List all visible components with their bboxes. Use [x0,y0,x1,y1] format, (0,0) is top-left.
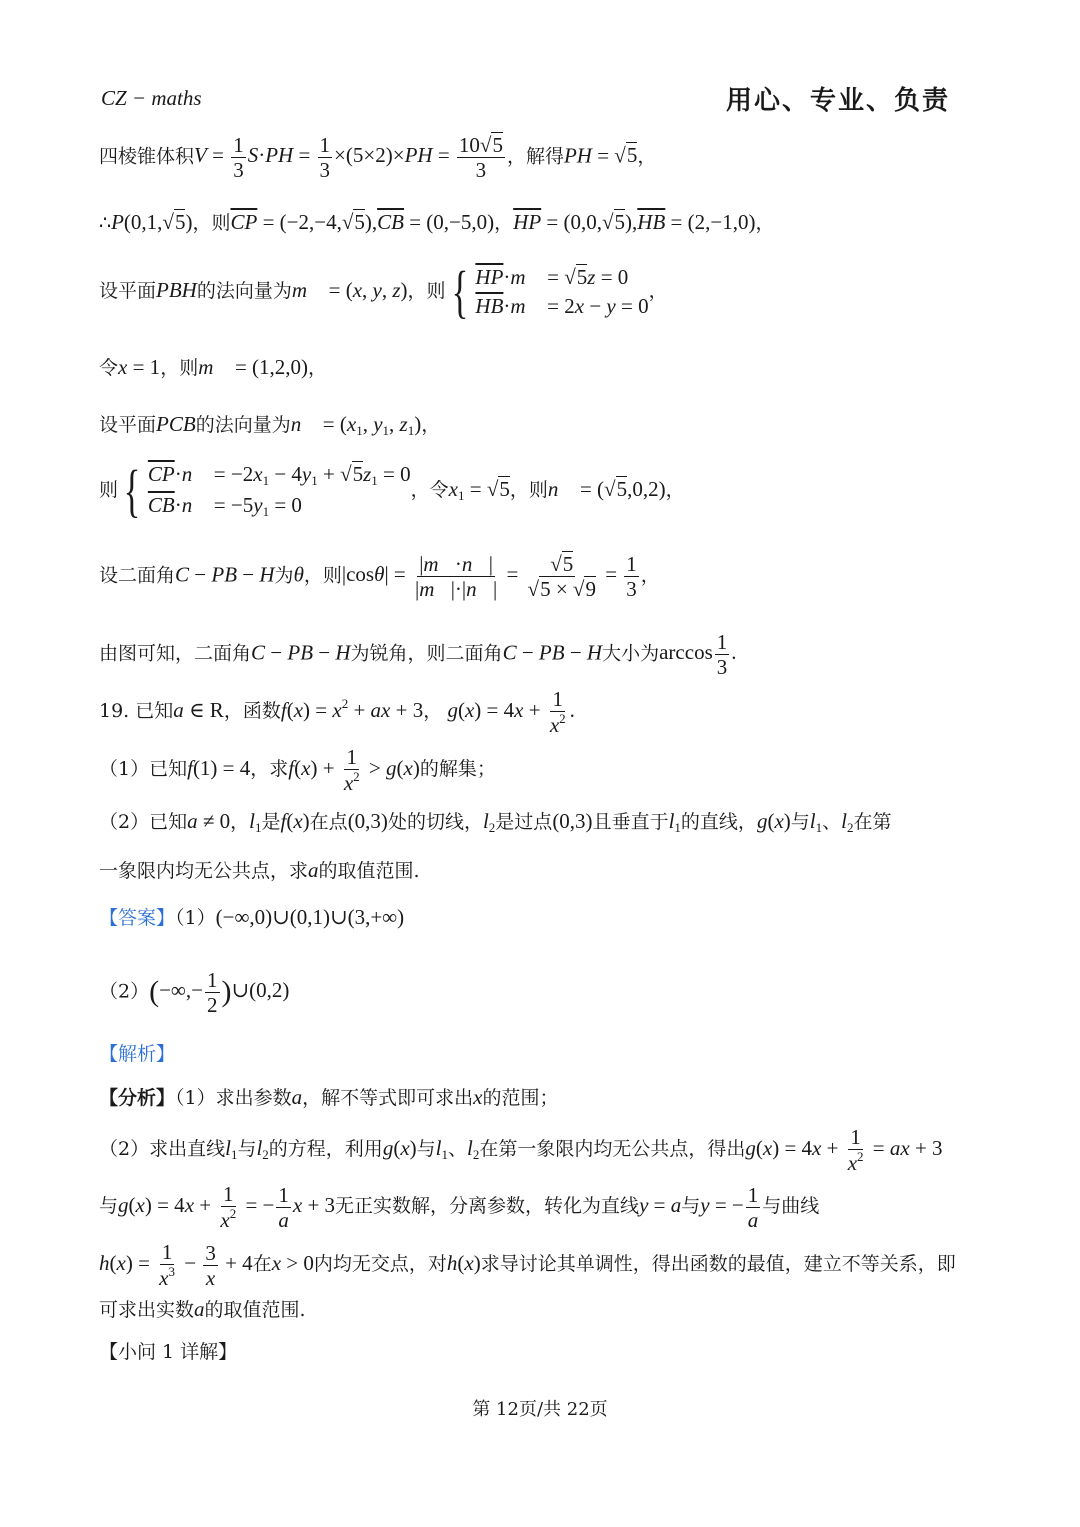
answer-tag: 【答案】 [99,907,176,929]
line-let-x: 令x = 1，则m⃗ = (1,2,0)， [99,355,328,379]
line-plane-pbh: 设平面PBH的法向量为m⃗ = (x, y, z)，则 { $\overline{HP}\cdot m⃗ = √5z = 0$ $\overline{HB}\cdot m⃗ = 2x - y = 0$ ， [99,259,668,324]
line-plane-pcb: 设平面PCB的法向量为n⃗ = ($x_1$, $y_1$, $z_1$)， [99,412,441,438]
analysis-4: h(x) = $\frac{1}{x^3}$ − $\frac{3}{x}$ + 4在x > 0内均无交点，对h(x)求导讨论其单调性，得出函数的最值，建立不等关系，即 [99,1240,956,1291]
header-right: 用心、专业、负责 [725,86,950,116]
line-volume: 四棱锥体积V = $\frac{1}{3}$ S·PH = $\frac{1}{3}$ ×(5×2)×PH = $\frac{10√5}{3}$ ，解得PH = √5， [99,133,657,183]
analysis-2: （2）求出直线$l_1$与$l_2$的方程，利用g(x)与$l_1$、$l_2$在第一象限内均无公共点，得出g(x) = 4x + $\frac{1}{x^2}$ = ax + 3 [99,1125,943,1176]
question-19: 19. 已知a ∈ R，函数$f(x) = x^2$ + ax + 3， g(x) = 4x + $\frac{1}{x^2}$ . [99,687,575,738]
line-system-n: 则 { $\overline{CP}\cdot n⃗ = -2x_1 - 4y_1 + √5z_1 = 0$ $\overline{CB}\cdot n⃗ = -5y_1 = 0$ ，令$x_1 = √5$，则n⃗ = (√5,0,2)， [99,458,685,523]
page-footer: 第 12页/共 22页 [472,1399,608,1420]
question-part-2-cont: 一象限内均无公共点，求a的取值范围. [99,858,420,882]
line-conclusion: 由图可知，二面角C − PB − H为锐角，则二面角C − PB − H大小为arccos $\frac{1}{3}$ . [99,630,737,680]
analysis-3: 与g(x) = 4x + $\frac{1}{x^2}$ = − $\frac{1}{a}$ x + 3无正实数解，分离参数，转化为直线y = a与y = − $\frac{1}{a}$ 与曲线 [99,1182,820,1233]
jiexi-tag: 【解析】 [99,1043,176,1065]
answer-2: （2）(−∞,− $\frac{1}{2}$ )∪(0,2) [99,968,290,1018]
analysis-1: 【分析】（1）求出参数a，解不等式即可求出x的范围； [99,1085,559,1109]
question-part-1: （1）已知f(1) = 4，求f(x) + $\frac{1}{x^2}$ > g(x)的解集； [99,745,496,796]
analysis-5: 可求出实数a的取值范围. [99,1297,306,1321]
answer-1: 【答案】（1）(−∞,0)∪(0,1)∪(3,+∞) [99,905,405,929]
header-left: CZ − maths [101,86,202,110]
line-cos: 设二面角C − PB − H为θ，则|cosθ| = $\frac{|m⃗\cdot n⃗|}{|m⃗|\cdot|n⃗|}$ = $\frac{√5}{√5 \times √9}$ = $\frac{1}{3}$ ， [99,552,660,602]
question-part-2: （2）已知a ≠ 0，$l_1$是f(x)在点(0,3)处的切线，$l_2$是过点(0,3)且垂直于$l_1$的直线，g(x)与$l_1$、$l_2$在第 [99,809,892,835]
subquestion-1-tag: 【小问 1 详解】 [99,1341,238,1363]
line-vectors: ∴P(0,1,√5)，则$\overline{CP} = (-2,-4,√5),\overline{CB} = (0,-5,0)$，$\overline{HP} = (0,0,√5),\overline{HB} = (2,-1,0)$， [99,210,775,234]
